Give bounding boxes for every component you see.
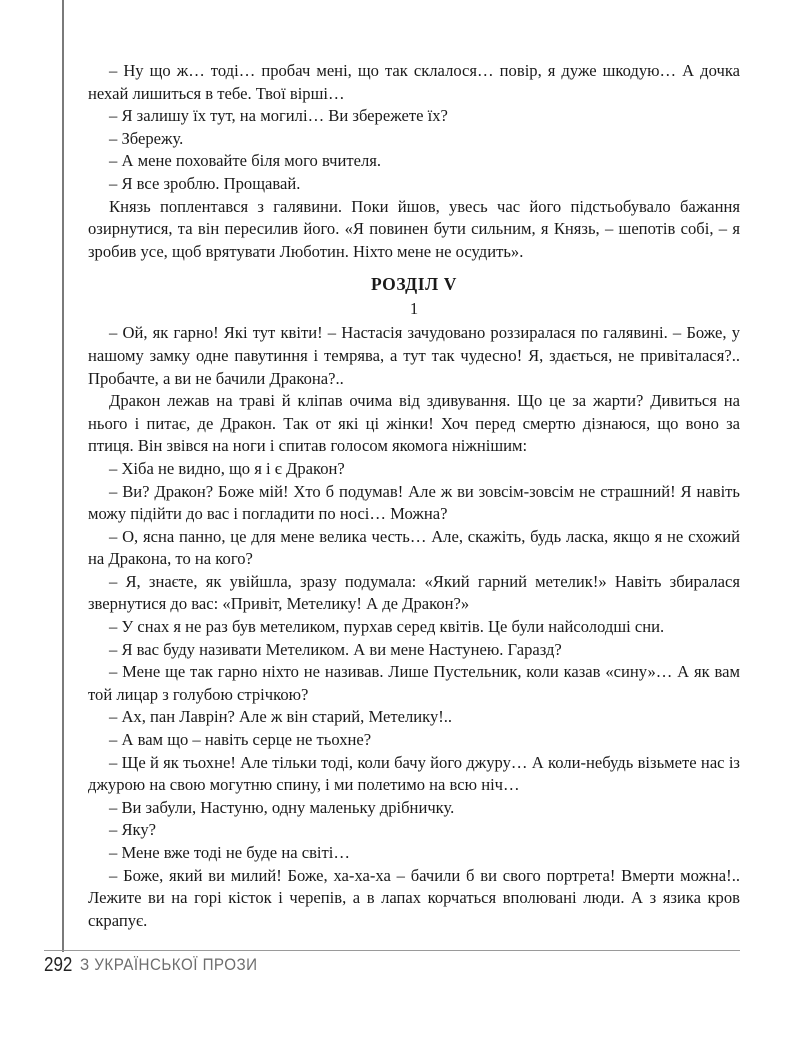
paragraph: – А вам що – навіть серце не тьохне? xyxy=(109,730,372,750)
page-footer xyxy=(44,950,740,980)
paragraph: – Ой, як гарно! Які тут квіти! – Настасія зачудовано роззиралася по галявині. – Боже, у нашому замку одне павутиння і темрява, а тут так чудесно! Я, здається, не привіталася?.. Пробачте, а ви не бачили Дракона?.. xyxy=(88,323,740,388)
paragraph: – Я вас буду називати Метеликом. А ви мене Настунею. Гаразд? xyxy=(109,639,562,659)
paragraph: – Мене ще так гарно ніхто не називав. Лише Пустельник, коли казав «сину»… А як вам той лицар з голубою стрічкою? xyxy=(88,662,740,704)
paragraph: – Збережу. xyxy=(109,128,184,148)
paragraph: – А мене поховайте біля мого вчителя. xyxy=(109,151,382,171)
paragraph: – Я залишу їх тут, на могилі… Ви збережете їх? xyxy=(109,106,448,126)
running-title: З УКРАЇНСЬКОЇ ПРОЗИ xyxy=(80,956,258,974)
paragraph: – Яку? xyxy=(109,820,157,840)
page-number: 292 xyxy=(44,954,73,976)
paragraph: – Мене вже тоді не буде на світі… xyxy=(109,843,350,862)
paragraph: Князь поплентався з галявини. Поки йшов, увесь час його підстьобувало бажання озирнутися, та він пересилив його. «Я повинен бути сильним, я Князь, – шепотів собі, – я зробив усе, щоб врятувати Люботин. Ніхто мене не осудить». xyxy=(88,196,740,261)
paragraph: – О, ясна панно, це для мене велика честь… Але, скажіть, будь ласка, якщо я не схожий на Дракона, то на кого? xyxy=(88,526,740,569)
section-number: 1 xyxy=(409,299,419,319)
paragraph: – Ще й як тьохне! Але тільки тоді, коли бачу його джуру… А коли-небудь візьмете нас із джурою на свою могутню спину, і ми полетимо на всю ніч… xyxy=(88,752,740,795)
paragraph: – Ви? Дракон? Боже мій! Хто б подумав! Але ж ви зовсім-зовсім не страшний! Я навіть можу підійти до вас і погладити по носі… Можна? xyxy=(88,481,740,524)
paragraph: – У снах я не раз був метеликом, пурхав серед квітів. Це були найсолодші сни. xyxy=(109,617,665,637)
margin-rule xyxy=(62,0,64,952)
bottom-text-block xyxy=(88,322,740,932)
paragraph: – Боже, який ви милий! Боже, ха-ха-ха – бачили б ви свого портрета! Вмерти можна!.. Лежите ви на горі кісток і черепів, а в лапах корчаться вполювані люди. А з язика кров скрапує. xyxy=(88,865,740,930)
paragraph: – Хіба не видно, що я і є Дракон? xyxy=(109,458,345,478)
paragraph: Дракон лежав на траві й кліпав очима від здивування. Що це за жарти? Дивиться на нього і питає, де Дракон. Так от які ці жінки! Хоч перед смертю дізнаюся, що воно за птиця. Він звівся на ноги і спитав голосом якомога ніжнішим: xyxy=(88,391,740,456)
footer-divider xyxy=(44,950,740,951)
paragraph: – Я, знаєте, як увійшла, зразу подумала: «Який гарний метелик!» Навіть збиралася звернутися до вас: «Привіт, Метелику! А де Дракон?» xyxy=(88,571,740,614)
chapter-title: РОЗДІЛ V xyxy=(370,274,458,295)
paragraph: – Ну що ж… тоді… пробач мені, що так склалося… повір, я дуже шкодую… А дочка нехай лишиться в тебе. Твої вірші… xyxy=(88,61,740,103)
paragraph: – Я все зроблю. Прощавай. xyxy=(109,173,301,193)
paragraph: – Ви забули, Настуню, одну маленьку дрібничку. xyxy=(109,797,455,817)
paragraph: – Ах, пан Лаврін? Але ж він старий, Метелику!.. xyxy=(109,707,453,727)
page-body xyxy=(88,60,740,932)
top-text-block xyxy=(88,60,740,263)
